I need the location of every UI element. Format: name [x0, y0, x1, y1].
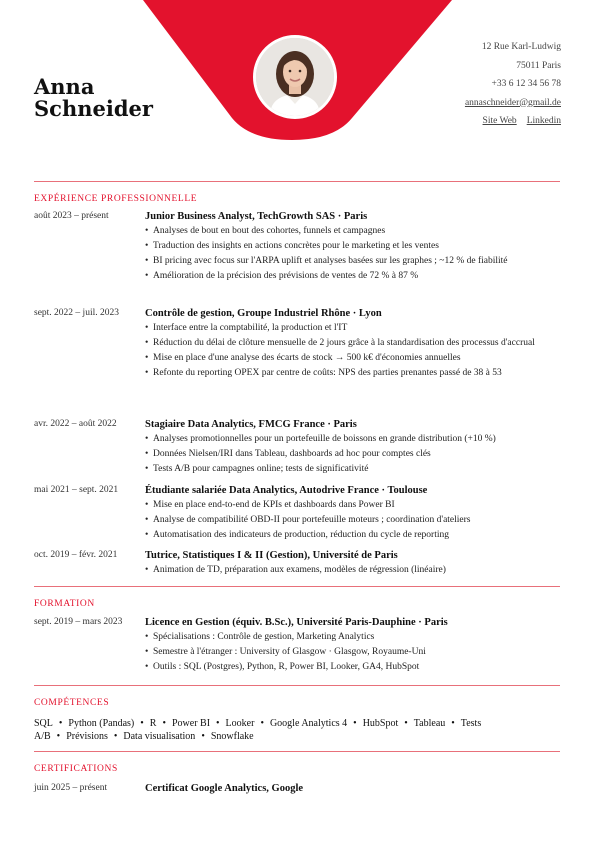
- email-link[interactable]: annaschneider@gmail.de: [464, 97, 561, 108]
- skill-item: HubSpot: [362, 718, 399, 729]
- section-divider: [34, 586, 560, 587]
- entry-bullet: • Amélioration de la précision des prévisions de ventes de 72 % à 87 %: [145, 269, 560, 284]
- experience-entry: [34, 307, 560, 381]
- candidate-name: [34, 76, 153, 120]
- entry-date: sept. 2022 – juil. 2023: [34, 308, 119, 318]
- entry-title: Contrôle de gestion, Groupe Industriel Rhône · Lyon: [145, 308, 382, 319]
- entry-title: Étudiante salariée Data Analytics, Autodrive France · Toulouse: [145, 485, 428, 496]
- entry-title: Stagiaire Data Analytics, FMCG France · Paris: [145, 419, 357, 430]
- skill-item: Prévisions: [66, 731, 108, 742]
- skills-list: SQL • Python (Pandas) • R • Power BI • Looker • Google Analytics 4 • HubSpot • Tableau • Tests A/B • Prévisions • Data visualisation • Snowflake: [34, 718, 482, 742]
- entry-bullet: • Réduction du délai de clôture mensuelle de 2 jours grâce à la standardisation des processus d'accrual: [145, 336, 560, 351]
- experience-entry: [34, 210, 560, 284]
- experience-entry: [34, 484, 560, 543]
- entry-bullet: • Tests A/B pour campagnes online; tests de significativité: [145, 462, 560, 477]
- entry-title: Certificat Google Analytics, Google: [145, 783, 304, 794]
- skill-item: SQL: [34, 718, 53, 729]
- entry-title: Tutrice, Statistiques I & II (Gestion), Université de Paris: [145, 550, 398, 561]
- section-title-skills: COMPÉTENCES: [34, 698, 110, 708]
- first-name: Anna: [34, 74, 95, 99]
- entry-bullet: • Outils : SQL (Postgres), Python, R, Power BI, Looker, GA4, HubSpot: [145, 660, 560, 675]
- website-link[interactable]: Site Web: [482, 116, 517, 126]
- address-street: 12 Rue Karl-Ludwig: [481, 42, 561, 52]
- skill-item: Tableau: [413, 718, 446, 729]
- skill-item: Looker: [225, 718, 255, 729]
- entry-bullet: • Analyse de compatibilité OBD-II pour portefeuille moteurs ; coordination d'ateliers: [145, 513, 560, 528]
- contact-block: [465, 38, 561, 131]
- entry-bullet: • Traduction des insights en actions concrètes pour le marketing et les ventes: [145, 239, 560, 254]
- section-title-education: FORMATION: [34, 599, 95, 609]
- certification-entry: [34, 782, 560, 796]
- portrait-icon: [256, 38, 334, 116]
- skill-item: Snowflake: [210, 731, 254, 742]
- entry-date: août 2023 – présent: [34, 211, 109, 221]
- skill-item: Power BI: [171, 718, 211, 729]
- education-entry: [34, 616, 560, 675]
- section-divider: [34, 181, 560, 182]
- experience-entry: [34, 418, 560, 477]
- skill-item: Python (Pandas): [68, 718, 135, 729]
- skill-item: Data visualisation: [123, 731, 196, 742]
- entry-bullet: • BI pricing avec focus sur l'ARPA uplift et analyses basées sur les graphes ; ~12 % de fiabilité: [145, 254, 560, 269]
- section-divider: [34, 685, 560, 686]
- skill-item: Tests A/B: [34, 718, 482, 742]
- phone-number: +33 6 12 34 56 78: [491, 79, 561, 89]
- entry-date: juin 2025 – présent: [34, 783, 108, 793]
- entry-bullet: • Refonte du reporting OPEX par centre de coûts: NPS des parties prenantes passé de 38 à 53: [145, 366, 560, 381]
- address-city: 75011 Paris: [516, 60, 561, 71]
- section-title-certifications: CERTIFICATIONS: [34, 764, 118, 774]
- entry-date: avr. 2022 – août 2022: [34, 419, 117, 429]
- entry-bullet: • Données Nielsen/IRI dans Tableau, dashboards ad hoc pour comptes clés: [145, 447, 560, 462]
- last-name: Schneider: [34, 96, 153, 121]
- entry-bullet: • Semestre à l'étranger : University of Glasgow · Glasgow, Royaume-Uni: [145, 645, 560, 660]
- experience-entry: [34, 549, 560, 578]
- entry-title: Junior Business Analyst, TechGrowth SAS · Paris: [145, 211, 368, 222]
- entry-date: oct. 2019 – févr. 2021: [34, 550, 118, 560]
- entry-title: Licence en Gestion (équiv. B.Sc.), Université Paris-Dauphine · Paris: [145, 617, 448, 628]
- entry-bullet: • Mise en place d'une analyse des écarts de stock → 500 k€ d'économies annuelles: [145, 351, 560, 366]
- skill-item: Google Analytics 4: [269, 718, 348, 729]
- entry-bullet: • Animation de TD, préparation aux examens, modèles de régression (linéaire): [145, 563, 560, 578]
- entry-bullet: • Mise en place end-to-end de KPIs et dashboards dans Power BI: [145, 498, 560, 513]
- entry-bullet: • Interface entre la comptabilité, la production et l'IT: [145, 321, 560, 336]
- entry-bullet: • Analyses de bout en bout des cohortes, funnels et campagnes: [145, 224, 560, 239]
- entry-bullet: • Automatisation des indicateurs de production, réduction du cycle de reporting: [145, 528, 560, 543]
- entry-date: sept. 2019 – mars 2023: [34, 617, 123, 627]
- section-title-experience: EXPÉRIENCE PROFESSIONNELLE: [34, 194, 198, 204]
- entry-bullet: • Analyses promotionnelles pour un portefeuille de boissons en grande distribution (+10 %): [145, 432, 560, 447]
- linkedin-link[interactable]: Linkedin: [526, 116, 561, 126]
- profile-photo: [253, 35, 337, 119]
- skill-item: R: [149, 718, 157, 729]
- section-divider: [34, 751, 560, 752]
- entry-date: mai 2021 – sept. 2021: [34, 485, 119, 495]
- entry-bullet: • Spécialisations : Contrôle de gestion, Marketing Analytics: [145, 630, 560, 645]
